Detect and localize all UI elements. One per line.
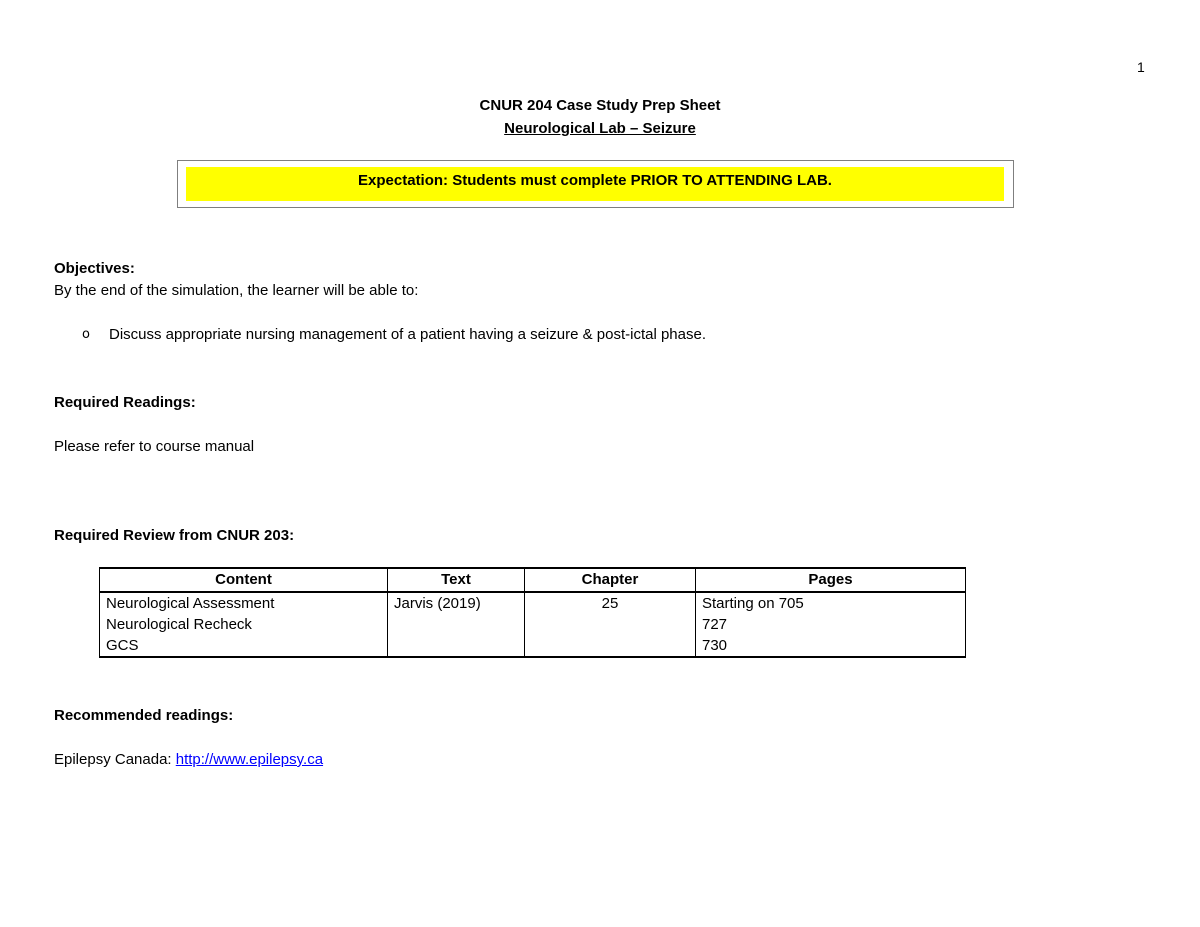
cell-text: Jarvis (2019) [388,592,525,614]
objective-text: Discuss appropriate nursing management of a patient having a seizure & post-ictal phase. [109,326,707,343]
cell-pages: 730 [696,635,966,657]
column-header-pages: Pages [696,568,966,592]
cell-content: Neurological Assessment [100,592,388,614]
review-table [99,567,966,658]
objectives-intro: By the end of the simulation, the learner will be able to: [54,282,419,299]
column-header-text: Text [388,568,525,592]
page-title: CNUR 204 Case Study Prep Sheet [479,97,721,114]
cell-chapter [525,614,696,635]
epilepsy-canada-link[interactable]: http://www.epilepsy.ca [175,751,324,768]
page-number: 1 [1137,59,1145,75]
expectation-text: Expectation: Students must complete PRIOR TO ATTENDING LAB. [186,167,1004,201]
cell-content: GCS [100,635,388,657]
cell-chapter [525,635,696,657]
table-row [100,592,966,614]
objective-list-item [82,325,706,345]
column-header-content: Content [100,568,388,592]
recommended-readings-heading: Recommended readings: [54,707,234,724]
recommended-readings-line [54,750,323,770]
page-subtitle: Neurological Lab – Seizure [504,120,696,137]
cell-pages: Starting on 705 [696,592,966,614]
table-row [100,614,966,635]
required-readings-heading: Required Readings: [54,394,196,411]
cell-content: Neurological Recheck [100,614,388,635]
cell-text [388,635,525,657]
cell-chapter: 25 [525,592,696,614]
recommended-readings-label: Epilepsy Canada: [54,751,176,768]
table-header-row [100,568,966,592]
bullet-marker-icon: o [82,327,90,342]
required-review-heading: Required Review from CNUR 203: [54,527,295,544]
column-header-chapter: Chapter [525,568,696,592]
required-readings-text: Please refer to course manual [54,438,255,455]
objectives-heading: Objectives: [54,260,135,277]
table-row [100,635,966,657]
expectation-box [177,160,1014,208]
cell-text [388,614,525,635]
cell-pages: 727 [696,614,966,635]
